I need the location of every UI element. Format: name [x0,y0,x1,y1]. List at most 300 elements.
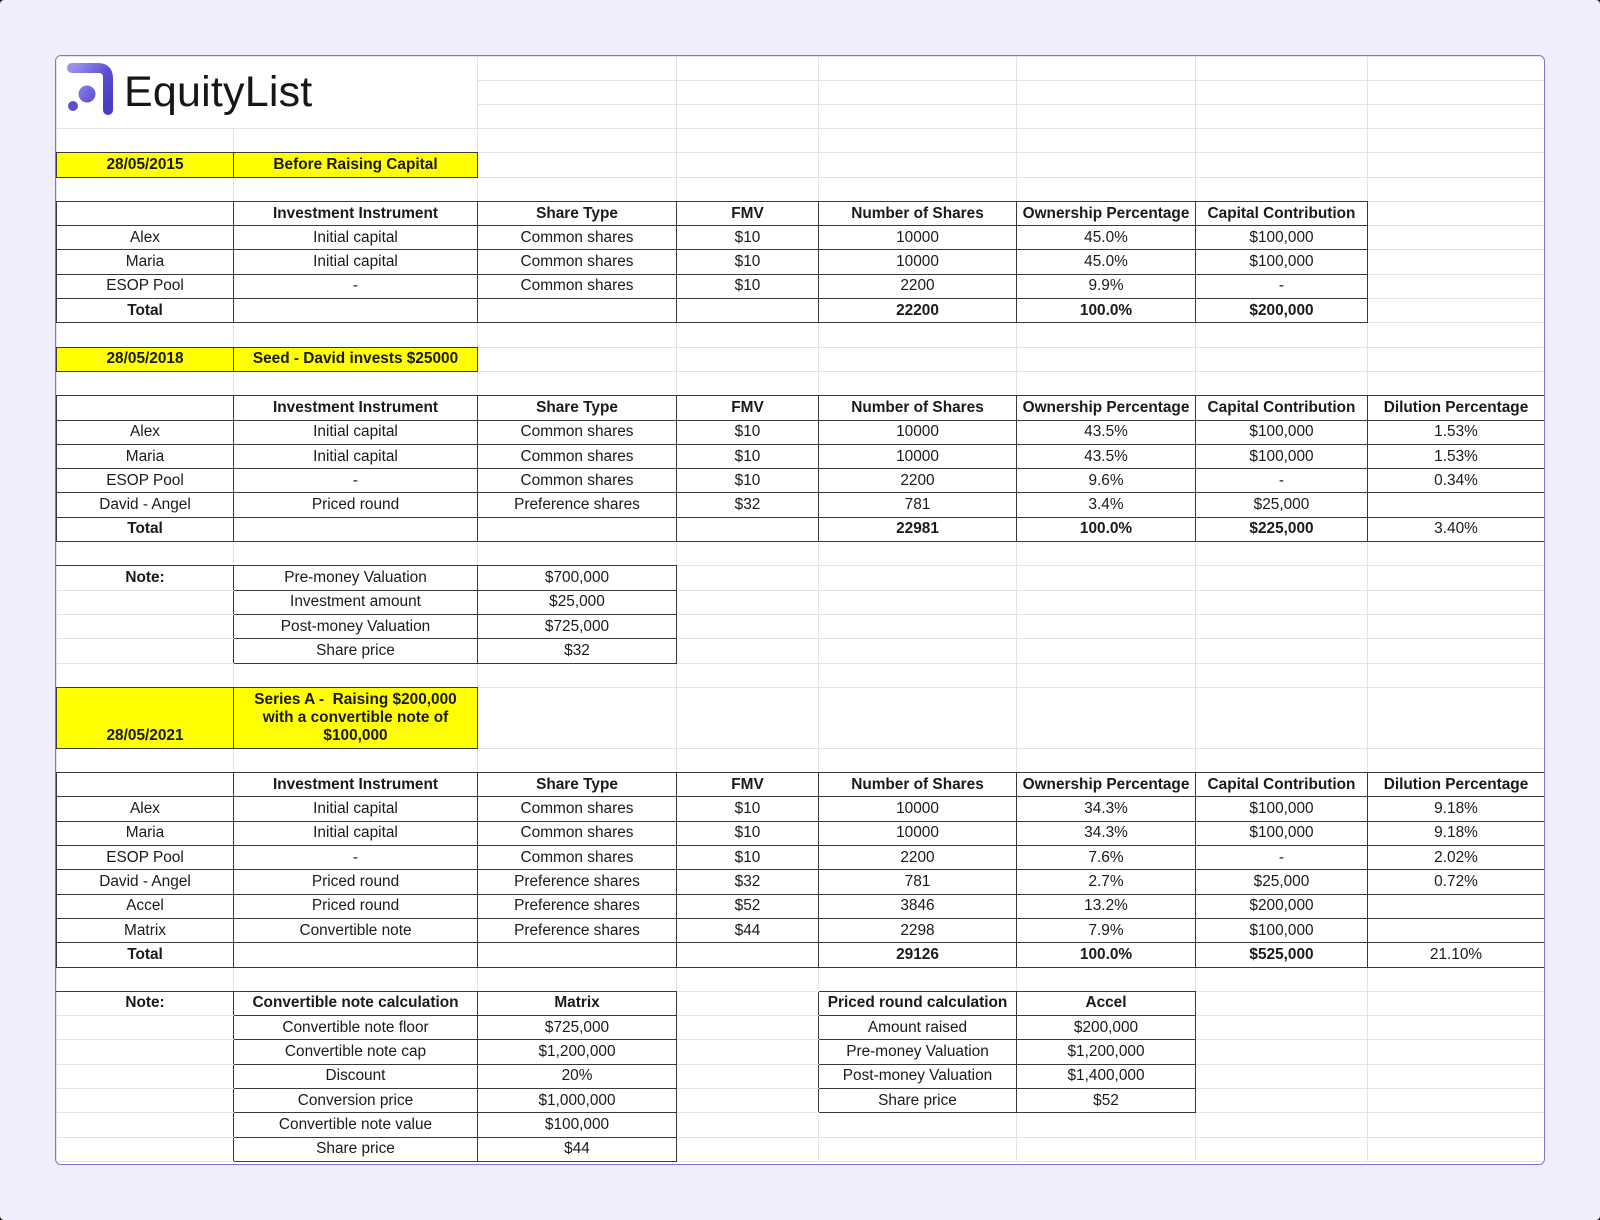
cell-holder: David - Angel [57,493,234,517]
header-share-type: Share Type [478,773,677,797]
table-row [57,894,1545,918]
total-label: Total [57,943,234,967]
convertible-item-value: $44 [478,1137,677,1161]
cell-capital: $100,000 [1196,797,1368,821]
empty-cell [234,323,478,347]
empty-cell [677,1016,819,1040]
note-item-value: $25,000 [478,590,677,614]
empty-cell [677,323,819,347]
cell-ownership: 43.5% [1017,420,1196,444]
empty-cell [1368,201,1545,225]
empty-cell [819,323,1017,347]
table-row [57,444,1545,468]
equitylist-logo-icon [64,61,120,121]
empty-cell [234,943,478,967]
section-title: Series A - Raising $200,000 with a convertible note of $100,000 [234,687,478,748]
cell-holder: ESOP Pool [57,274,234,298]
empty-cell [1368,1016,1545,1040]
empty-cell [1196,566,1368,590]
priced-item-value: $52 [1017,1088,1196,1112]
empty-cell [478,347,677,371]
empty-cell [677,1040,819,1064]
header-shares: Number of Shares [819,773,1017,797]
cell-share-type: Common shares [478,444,677,468]
empty-cell [1368,129,1545,153]
empty-cell [1017,639,1196,663]
cell-dilution: 1.53% [1368,420,1545,444]
cell-dilution: 0.34% [1368,469,1545,493]
empty-cell [677,57,819,81]
header-capital: Capital Contribution [1196,201,1368,225]
total-shares: 22200 [819,299,1017,323]
empty-cell [819,748,1017,772]
empty-cell [1196,177,1368,201]
cell-holder: Alex [57,797,234,821]
cell-ownership: 2.7% [1017,870,1196,894]
empty-cell [1017,1137,1196,1161]
note-row [57,1137,1545,1161]
empty-cell [1368,57,1545,81]
cell-ownership: 9.6% [1017,469,1196,493]
cell-dilution [1368,493,1545,517]
table-row [57,469,1545,493]
priced-item-value: $1,400,000 [1017,1064,1196,1088]
total-dilution: 3.40% [1368,517,1545,541]
empty-cell [234,517,478,541]
note-item-value: $725,000 [478,614,677,638]
cap-table-sheet [56,56,1545,1162]
cell-ownership: 34.3% [1017,821,1196,845]
empty-cell [1368,347,1545,371]
total-label: Total [57,299,234,323]
empty-cell [1368,177,1545,201]
empty-cell [1017,566,1196,590]
empty-cell [1196,590,1368,614]
note-item-label: Investment amount [234,590,478,614]
empty-cell [819,687,1017,748]
empty-cell [57,542,234,566]
empty-cell [1368,371,1545,395]
cell-holder: Alex [57,226,234,250]
empty-cell [1368,1113,1545,1137]
empty-cell [1368,967,1545,991]
priced-item-label: Pre-money Valuation [819,1040,1017,1064]
empty-cell [819,57,1017,81]
header-instrument: Investment Instrument [234,396,478,420]
empty-cell [57,614,234,638]
empty-cell [1368,250,1545,274]
empty-cell [57,1016,234,1040]
empty-cell [677,347,819,371]
convertible-item-label: Discount [234,1064,478,1088]
empty-cell [677,943,819,967]
empty-cell [1017,371,1196,395]
empty-cell [57,129,234,153]
section-heading-row [57,347,1545,371]
note-row [57,639,1545,663]
empty-cell [1368,226,1545,250]
cell-fmv: $10 [677,797,819,821]
table-total-row [57,943,1545,967]
cell-capital: - [1196,274,1368,298]
empty-cell [1196,323,1368,347]
empty-cell [677,177,819,201]
header-fmv: FMV [677,773,819,797]
cell-capital: - [1196,469,1368,493]
header-dilution: Dilution Percentage [1368,396,1545,420]
empty-cell [819,105,1017,129]
priced-item-value: $1,200,000 [1017,1040,1196,1064]
empty-cell [1368,687,1545,748]
convertible-item-label: Convertible note floor [234,1016,478,1040]
empty-cell [1196,1113,1368,1137]
cell-fmv: $10 [677,420,819,444]
empty-cell [478,687,677,748]
empty-cell [819,371,1017,395]
section-heading-row [57,153,1545,177]
empty-cell [1368,1088,1545,1112]
total-shares: 29126 [819,943,1017,967]
empty-cell [677,299,819,323]
cell-shares: 10000 [819,226,1017,250]
empty-cell [677,590,819,614]
empty-cell [234,748,478,772]
header-blank [57,396,234,420]
empty-cell [819,177,1017,201]
table-row [57,797,1545,821]
cell-instrument: Priced round [234,894,478,918]
empty-cell [1196,129,1368,153]
empty-cell [677,1064,819,1088]
empty-cell [1196,1137,1368,1161]
cell-holder: Maria [57,444,234,468]
empty-cell [1368,1040,1545,1064]
cell-share-type: Common shares [478,821,677,845]
empty-cell [478,542,677,566]
cell-shares: 10000 [819,420,1017,444]
sheet-row [57,542,1545,566]
cell-share-type: Common shares [478,226,677,250]
cell-fmv: $52 [677,894,819,918]
note-item-label: Post-money Valuation [234,614,478,638]
empty-cell [1368,1064,1545,1088]
empty-cell [57,1064,234,1088]
empty-cell [478,177,677,201]
empty-cell [57,1088,234,1112]
priced-header-label: Priced round calculation [819,991,1017,1015]
empty-cell [57,1040,234,1064]
cell-fmv: $10 [677,250,819,274]
section-heading-row [57,687,1545,748]
empty-cell [677,663,819,687]
cell-shares: 2200 [819,846,1017,870]
empty-cell [1196,371,1368,395]
header-shares: Number of Shares [819,201,1017,225]
empty-cell [1196,105,1368,129]
empty-cell [57,1113,234,1137]
empty-cell [234,967,478,991]
empty-cell [234,542,478,566]
empty-cell [819,614,1017,638]
cell-capital: $200,000 [1196,894,1368,918]
header-blank [57,201,234,225]
cell-holder: Matrix [57,918,234,942]
cell-holder: Alex [57,420,234,444]
empty-cell [819,81,1017,105]
priced-item-value: $200,000 [1017,1016,1196,1040]
sheet-row [57,967,1545,991]
note-row [57,1088,1545,1112]
empty-cell [677,991,819,1015]
empty-cell [1368,566,1545,590]
empty-cell [1368,153,1545,177]
empty-cell [677,1113,819,1137]
empty-cell [478,81,677,105]
empty-cell [57,177,234,201]
empty-cell [677,1088,819,1112]
cell-fmv: $10 [677,444,819,468]
cell-capital: $100,000 [1196,226,1368,250]
cell-share-type: Preference shares [478,493,677,517]
empty-cell [1368,542,1545,566]
sheet-row [57,663,1545,687]
header-fmv: FMV [677,396,819,420]
cell-share-type: Common shares [478,797,677,821]
empty-cell [1196,153,1368,177]
empty-cell [1196,81,1368,105]
empty-cell [677,566,819,590]
cell-shares: 10000 [819,444,1017,468]
empty-cell [677,614,819,638]
cell-fmv: $10 [677,846,819,870]
priced-item-label: Share price [819,1088,1017,1112]
header-instrument: Investment Instrument [234,773,478,797]
cell-dilution: 1.53% [1368,444,1545,468]
table-row [57,226,1545,250]
cell-dilution: 9.18% [1368,821,1545,845]
empty-cell [677,687,819,748]
cell-fmv: $32 [677,493,819,517]
cell-ownership: 7.9% [1017,918,1196,942]
empty-cell [1017,614,1196,638]
cell-ownership: 43.5% [1017,444,1196,468]
empty-cell [478,105,677,129]
cell-holder: Accel [57,894,234,918]
priced-item-label: Amount raised [819,1016,1017,1040]
empty-cell [1017,748,1196,772]
table-header-row [57,396,1545,420]
convertible-item-label: Conversion price [234,1088,478,1112]
cell-ownership: 34.3% [1017,797,1196,821]
cell-instrument: Initial capital [234,444,478,468]
empty-cell [57,748,234,772]
table-row [57,420,1545,444]
empty-cell [234,663,478,687]
empty-cell [1196,687,1368,748]
cell-share-type: Preference shares [478,894,677,918]
cell-holder: Maria [57,250,234,274]
empty-cell [478,748,677,772]
total-ownership: 100.0% [1017,943,1196,967]
empty-cell [1368,105,1545,129]
section-title: Seed - David invests $25000 [234,347,478,371]
table-row [57,821,1545,845]
cell-dilution: 0.72% [1368,870,1545,894]
cell-fmv: $10 [677,469,819,493]
empty-cell [677,81,819,105]
empty-cell [1368,590,1545,614]
empty-cell [677,748,819,772]
empty-cell [1017,590,1196,614]
cell-share-type: Common shares [478,420,677,444]
empty-cell [1368,1137,1545,1161]
empty-cell [819,639,1017,663]
empty-cell [1368,81,1545,105]
cell-shares: 2298 [819,918,1017,942]
empty-cell [57,590,234,614]
cell-shares: 10000 [819,250,1017,274]
empty-cell [1368,663,1545,687]
empty-cell [478,371,677,395]
note-row [57,1064,1545,1088]
empty-cell [57,639,234,663]
header-ownership: Ownership Percentage [1017,396,1196,420]
empty-cell [819,542,1017,566]
cell-ownership: 45.0% [1017,226,1196,250]
empty-cell [1368,614,1545,638]
table-row [57,274,1545,298]
cell-shares: 781 [819,870,1017,894]
convertible-item-value: $725,000 [478,1016,677,1040]
total-shares: 22981 [819,517,1017,541]
cell-fmv: $10 [677,226,819,250]
cell-holder: ESOP Pool [57,469,234,493]
cell-fmv: $32 [677,870,819,894]
empty-cell [819,663,1017,687]
empty-cell [1017,1113,1196,1137]
empty-cell [1017,105,1196,129]
sheet-row [57,748,1545,772]
cell-shares: 2200 [819,469,1017,493]
cell-instrument: Initial capital [234,226,478,250]
cell-ownership: 3.4% [1017,493,1196,517]
note-label: Note: [57,566,234,590]
sheet-row [57,323,1545,347]
convertible-item-value: $1,200,000 [478,1040,677,1064]
empty-cell [57,1137,234,1161]
empty-cell [1017,663,1196,687]
convertible-item-value: 20% [478,1064,677,1088]
empty-cell [677,542,819,566]
cell-instrument: Initial capital [234,797,478,821]
empty-cell [1017,57,1196,81]
cell-instrument: Priced round [234,870,478,894]
empty-cell [1196,614,1368,638]
priced-item-label: Post-money Valuation [819,1064,1017,1088]
table-total-row [57,517,1545,541]
empty-cell [1368,748,1545,772]
cell-capital: $100,000 [1196,420,1368,444]
empty-cell [1196,542,1368,566]
total-capital: $200,000 [1196,299,1368,323]
cell-share-type: Common shares [478,469,677,493]
empty-cell [1368,274,1545,298]
empty-cell [1368,991,1545,1015]
convertible-header-investor: Matrix [478,991,677,1015]
empty-cell [1017,177,1196,201]
note-header-row [57,991,1545,1015]
cell-capital: $100,000 [1196,444,1368,468]
priced-header-investor: Accel [1017,991,1196,1015]
cell-instrument: Convertible note [234,918,478,942]
empty-cell [478,153,677,177]
empty-cell [819,1113,1017,1137]
empty-cell [1017,542,1196,566]
empty-cell [1196,967,1368,991]
sheet-row [57,177,1545,201]
note-row [57,590,1545,614]
header-share-type: Share Type [478,396,677,420]
header-ownership: Ownership Percentage [1017,773,1196,797]
note-row [57,1113,1545,1137]
empty-cell [819,129,1017,153]
cell-instrument: Initial capital [234,250,478,274]
empty-cell [57,967,234,991]
table-row [57,918,1545,942]
empty-cell [57,663,234,687]
empty-cell [1368,299,1545,323]
empty-cell [677,1137,819,1161]
cell-holder: ESOP Pool [57,846,234,870]
cell-holder: Maria [57,821,234,845]
cell-share-type: Common shares [478,846,677,870]
header-blank [57,773,234,797]
section-title: Before Raising Capital [234,153,478,177]
empty-cell [819,1137,1017,1161]
empty-cell [1368,639,1545,663]
header-share-type: Share Type [478,201,677,225]
empty-cell [478,663,677,687]
note-label: Note: [57,991,234,1015]
empty-cell [1196,57,1368,81]
header-fmv: FMV [677,201,819,225]
total-dilution: 21.10% [1368,943,1545,967]
section-date: 28/05/2018 [57,347,234,371]
cell-dilution [1368,894,1545,918]
table-row [57,493,1545,517]
cell-ownership: 9.9% [1017,274,1196,298]
empty-cell [1017,129,1196,153]
empty-cell [819,590,1017,614]
cell-dilution: 9.18% [1368,797,1545,821]
empty-cell [677,517,819,541]
empty-cell [1368,323,1545,347]
note-item-value: $32 [478,639,677,663]
empty-cell [1196,1040,1368,1064]
empty-cell [1196,1064,1368,1088]
header-capital: Capital Contribution [1196,773,1368,797]
empty-cell [57,323,234,347]
header-shares: Number of Shares [819,396,1017,420]
cell-fmv: $10 [677,821,819,845]
note-row [57,614,1545,638]
cell-share-type: Preference shares [478,918,677,942]
cell-shares: 781 [819,493,1017,517]
empty-cell [1017,153,1196,177]
cell-capital: $25,000 [1196,493,1368,517]
empty-cell [234,371,478,395]
empty-cell [1196,1016,1368,1040]
